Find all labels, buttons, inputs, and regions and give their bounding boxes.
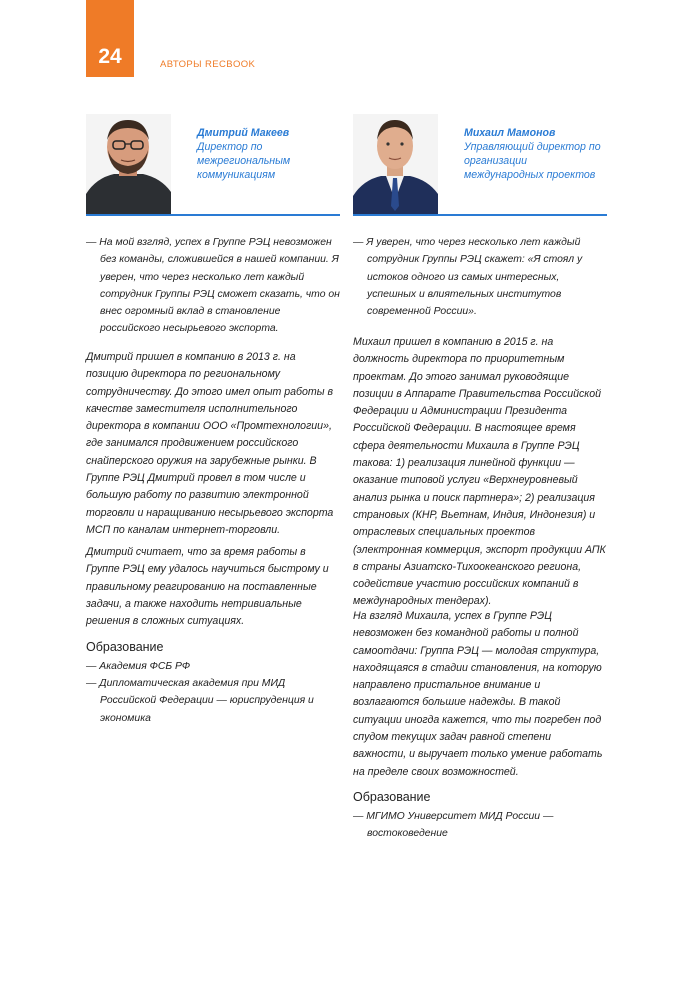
page-number-box — [86, 0, 134, 77]
quote-mamonov: — Я уверен, что через несколько лет каждый сотрудник Группы РЭЦ скажет: «Я стоял у истоков одного из самых интересных, успешных и влиятельных институтов современной России». — [353, 237, 583, 318]
portrait-photo-mamonov — [353, 114, 438, 215]
education-item: — МГИМО Университет МИД России — востоковедение — [353, 811, 554, 840]
portrait-photo-makeev — [86, 114, 171, 215]
bio-paragraph-1: Дмитрий пришел в компанию в 2013 г. на позицию директора по региональному сотрудничеству. До этого имел опыт работы в качестве заместителя исполнительного директора в компании ООО «Промтехнологии», где занимался продвижением российского снайперского оружия на зарубежные рынки. В Группе РЭЦ Дмитрий провел в том числе и большую работу по развитию электронной торговли и наращиванию несырьевого экспорта МСП по каналам интернет-торговли. — [86, 351, 334, 536]
person-title: Управляющий директор по организации международных проектов — [464, 141, 601, 181]
education-item: — Дипломатическая академия при МИД Российской Федерации — юриспруденция и экономика — [86, 678, 314, 724]
education-heading: Образование — [86, 640, 164, 654]
blue-divider — [86, 214, 340, 216]
person-name: Дмитрий Макеев — [197, 127, 290, 139]
person-caption-mamonov — [464, 126, 604, 182]
bio-paragraph-1: Михаил пришел в компанию в 2015 г. на должность директора по приоритетным проектам. До этого занимал руководящие позиции в Аппарате Правительства Российской Федерации и Администрации Президента Российской Федерации. В настоящее время сфера деятельности Михаила в Группе РЭЦ такова: 1) реализация линейной функции — оказание типовой услуги «Верхнеуровневый анализ рынка и поиск партнера»; 2) реализация страновых (КНР, Вьетнам, Индия, Индонезия) и отраслевых специальных проектов (электронная коммерция, экспорт продукции АПК в страны Азиатско-Тихоокеанского региона, содействие участию российских компаний в международных тендерах). — [353, 336, 606, 608]
page-number: 24 — [98, 45, 122, 68]
person-name: Михаил Мамонов — [464, 127, 556, 139]
person-card-makeev — [86, 114, 340, 216]
education-item: — Академия ФСБ РФ — [86, 661, 191, 672]
person-title: Директор по межрегиональным коммуникациям — [197, 141, 291, 181]
person-caption-makeev — [197, 126, 337, 182]
bio-paragraph-2: Дмитрий считает, что за время работы в Группе РЭЦ ему удалось научиться быстрому и правильному реагированию на поставленные задачи, а также находить нетривиальные решения в сложных ситуациях. — [86, 546, 329, 628]
section-title: АВТОРЫ RECBOOK — [160, 59, 256, 70]
bio-paragraph-2: На взгляд Михаила, успех в Группе РЭЦ невозможен без командной работы и полной самоотдачи: Группа РЭЦ — молодая структура, находящаяся в стадии становления, на которую направлено пристальное внимание и возлагаются большие надежды. В такой ситуации иногда кажется, что ты погребен под спудом текущих задач равной степени важности, и выручает только умение работать на пределе своих возможностей. — [353, 610, 603, 778]
blue-divider — [353, 214, 607, 216]
person-card-mamonov — [353, 114, 607, 216]
quote-makeev: — На мой взгляд, успех в Группе РЭЦ невозможен без команды, сложившейся в нашей компании. Я уверен, что через несколько лет каждый сотрудник Группы РЭЦ сможет сказать, что он внес огромный вклад в становление российского несырьевого экспорта. — [86, 237, 340, 335]
education-heading: Образование — [353, 790, 431, 804]
